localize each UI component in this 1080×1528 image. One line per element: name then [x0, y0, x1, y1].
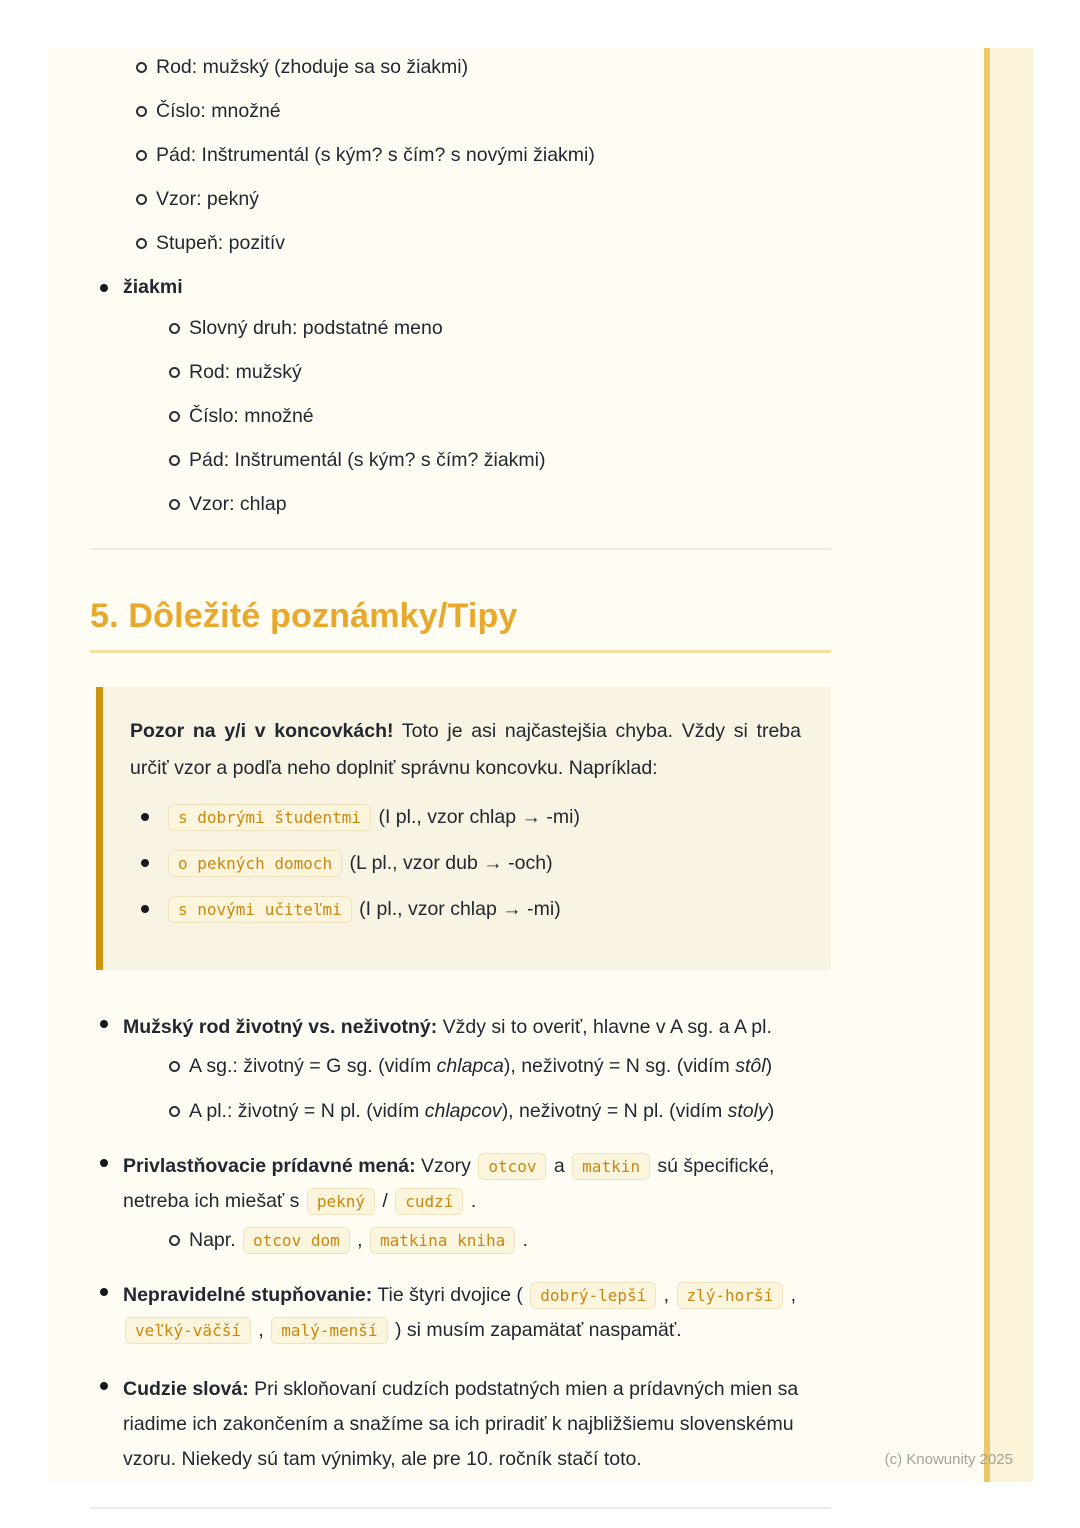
list-item: Stupeň: pozitív — [90, 230, 831, 257]
list-item: Vzor: pekný — [90, 186, 831, 213]
tip-sublist — [123, 1053, 831, 1125]
bottom-divider — [90, 1507, 831, 1509]
list-item: Pád: Inštrumentál (s kým? s čím? žiakmi) — [123, 447, 831, 474]
callout-example: o pekných domoch (L pl., vzor dub → -och) — [130, 848, 801, 879]
callout-example: s novými učiteľmi (I pl., vzor chlap → -mi) — [130, 894, 801, 925]
tip-sublist — [123, 1227, 831, 1254]
list-item: Číslo: množné — [90, 98, 831, 125]
word-analysis-list-ziakmi — [90, 274, 831, 518]
callout-intro-text: Pozor na y/i v koncovkách! Toto je asi najčastejšia chyba. Vždy si treba určiť vzor a podľa neho doplniť správnu koncovku. Napríklad: — [130, 720, 801, 779]
page-edge-stripe — [984, 48, 1033, 1482]
list-item: Slovný druh: podstatné meno — [123, 315, 831, 342]
word-analysis-sublist — [123, 315, 831, 518]
note-page — [48, 48, 1033, 1482]
callout-example-list — [130, 802, 801, 925]
tips-list — [90, 1010, 831, 1477]
note-content — [90, 54, 831, 1509]
tip-sub-item: A sg.: životný = G sg. (vidím chlapca), neživotný = N sg. (vidím stôl) — [123, 1053, 831, 1080]
warning-callout — [96, 687, 831, 970]
tip-sub-item: Napr. otcov dom , matkina kniha . — [123, 1227, 831, 1254]
tip-text: Nepravidelné stupňovanie: Tie štyri dvojice ( dobrý-lepší , zlý-horší , veľký-väčší , malý-menší ) si musím zapamätať naspamäť. — [123, 1278, 831, 1348]
section-heading: 5. Dôležité poznámky/Tipy — [90, 596, 831, 653]
copyright-footer: (c) Knowunity 2025 — [884, 1451, 1013, 1468]
list-item: Rod: mužský (zhoduje sa so žiakmi) — [90, 54, 831, 81]
tip-text: Mužský rod životný vs. neživotný: Vždy si to overiť, hlavne v A sg. a A pl. — [123, 1016, 772, 1038]
tip-item — [90, 1278, 831, 1348]
word-analysis-list-continued — [90, 54, 831, 257]
list-item: Rod: mužský — [123, 359, 831, 386]
callout-example: s dobrými študentmi (I pl., vzor chlap → -mi) — [130, 802, 801, 833]
list-item: Vzor: chlap — [123, 491, 831, 518]
tip-item — [90, 1010, 831, 1125]
tip-item — [90, 1372, 831, 1477]
word-term-item — [90, 274, 831, 518]
list-item: Pád: Inštrumentál (s kým? s čím? s novými žiakmi) — [90, 142, 831, 169]
word-term: žiakmi — [123, 276, 183, 298]
list-item: Číslo: množné — [123, 403, 831, 430]
tip-text: Cudzie slová: Pri skloňovaní cudzích podstatných mien a prídavných mien sa riadime ich zakončením a snažíme sa ich priradiť k najbližšiemu slovenskému vzoru. Niekedy sú tam výnimky, ale pre 10. ročník stačí toto. — [123, 1378, 799, 1470]
section-divider — [90, 548, 831, 550]
tip-text: Privlastňovacie prídavné mená: Vzory otcov a matkin sú špecifické, netreba ich miešať s pekný / cudzí . — [123, 1149, 831, 1219]
tip-item — [90, 1149, 831, 1254]
tip-sub-item: A pl.: životný = N pl. (vidím chlapcov), neživotný = N pl. (vidím stoly) — [123, 1098, 831, 1125]
